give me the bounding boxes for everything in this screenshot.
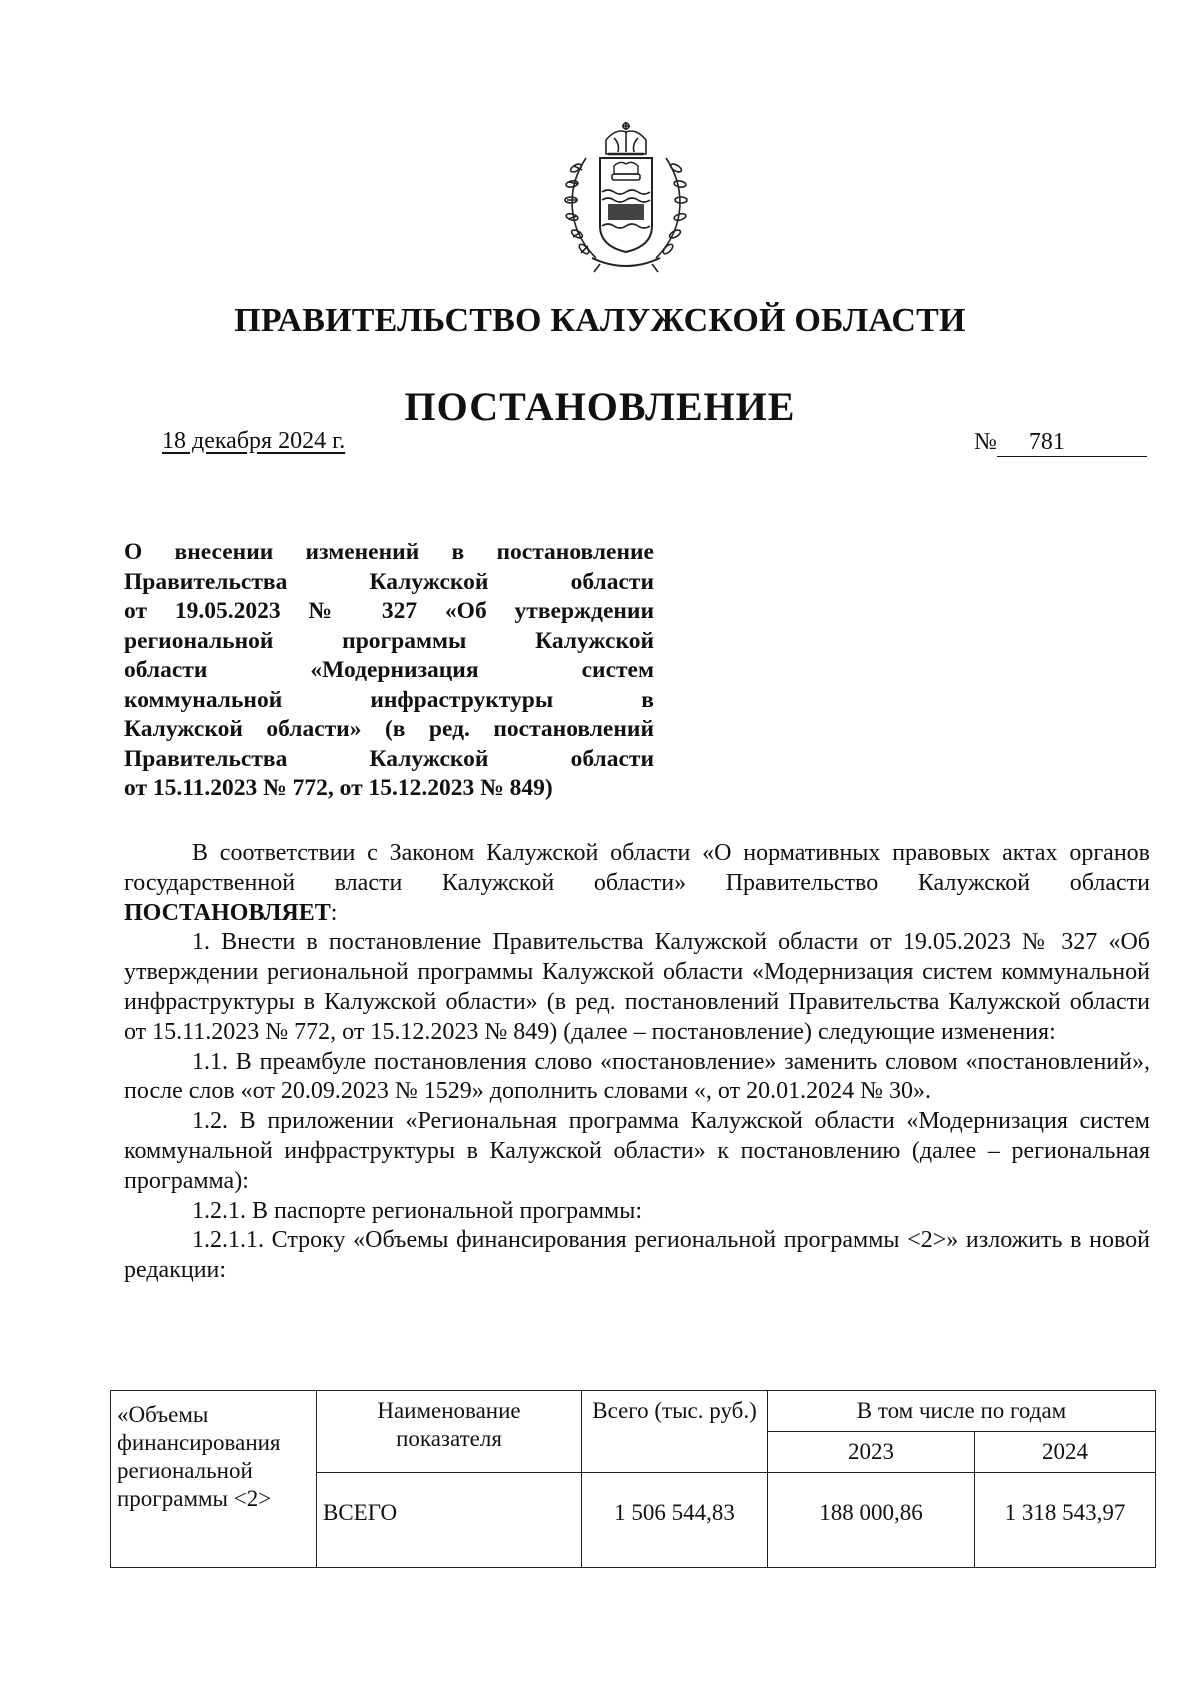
document-number xyxy=(974,428,1147,457)
header-total: Всего (тыс. руб.) xyxy=(582,1391,768,1473)
preamble-text: В соответствии с Законом Калужской области «О нормативных правовых актах органов государственной власти Калужской области» Правительство Калужской области xyxy=(124,840,1150,896)
header-years: В том числе по годам xyxy=(768,1391,1156,1432)
financing-table xyxy=(110,1390,1156,1568)
header-name: Наименование показателя xyxy=(317,1391,582,1473)
clause-1-2-1-1: 1.2.1.1. Строку «Объемы финансирования региональной программы <2>» изложить в новой редакции: xyxy=(124,1227,1150,1284)
subject-line: Правительства Калужской области xyxy=(124,745,654,772)
subject-line: Правительства Калужской области xyxy=(124,568,654,595)
cell-name: ВСЕГО xyxy=(317,1473,582,1568)
header-year-2024: 2024 xyxy=(975,1432,1156,1473)
document-body xyxy=(124,839,1150,1286)
subject-line: О внесении изменений в постановление xyxy=(124,539,654,565)
organization-name: ПРАВИТЕЛЬСТВО КАЛУЖСКОЙ ОБЛАСТИ xyxy=(234,302,966,339)
subject-line: области «Модернизация систем xyxy=(124,657,654,683)
subject-line: региональной программы Калужской xyxy=(124,627,654,654)
preamble-colon: : xyxy=(330,899,338,926)
clause-1: 1. Внести в постановление Правительства Калужской области от 19.05.2023 № 327 «Об утверждении региональной программы Калужской области «Модернизация систем коммунальной инфраструктуры в Калужской области» (в ред. постановлений Правительства Калужской области от 15.11.2023 № 772, от 15.12.2023 № 849) (далее – постановление) следующие изменения: xyxy=(124,929,1150,1045)
row-label-cell: «Объемы финансирования региональной программы <2> xyxy=(111,1391,317,1568)
cell-total: 1 506 544,83 xyxy=(582,1473,768,1568)
cell-2023: 188 000,86 xyxy=(768,1473,975,1568)
subject-line: Калужской области» (в ред. постановлений xyxy=(124,716,654,742)
subject-line: от 19.05.2023 № 327 «Об утверждении xyxy=(124,598,654,624)
document-date xyxy=(132,428,345,455)
clause-1-1: 1.1. В преамбуле постановления слово «постановление» заменить словом «постановлений», после слов «от 20.09.2023 № 1529» дополнить словами «, от 20.01.2024 № 30». xyxy=(124,1048,1150,1105)
number-label: № xyxy=(974,429,997,455)
preamble-paragraph xyxy=(124,839,1150,928)
date-text: 18 декабря 2024 г. xyxy=(162,428,346,454)
cell-2024: 1 318 543,97 xyxy=(975,1473,1156,1568)
document-type: ПОСТАНОВЛЕНИЕ xyxy=(404,384,796,429)
coat-of-arms-icon xyxy=(556,118,696,278)
number-value: 781 xyxy=(997,428,1147,457)
table-header-row xyxy=(111,1391,1156,1432)
subject-line: коммунальной инфраструктуры в xyxy=(124,686,654,713)
resolve-word: ПОСТАНОВЛЯЕТ xyxy=(124,899,331,926)
clause-1-2: 1.2. В приложении «Региональная программа Калужской области «Модернизация систем коммунальной инфраструктуры в Калужской области» к постановлению (далее – региональная программа): xyxy=(124,1108,1150,1194)
document-subject xyxy=(124,538,654,804)
clause-1-2-1: 1.2.1. В паспорте региональной программы: xyxy=(192,1197,642,1224)
subject-line: от 15.11.2023 № 772, от 15.12.2023 № 849) xyxy=(124,775,553,801)
header-year-2023: 2023 xyxy=(768,1432,975,1473)
